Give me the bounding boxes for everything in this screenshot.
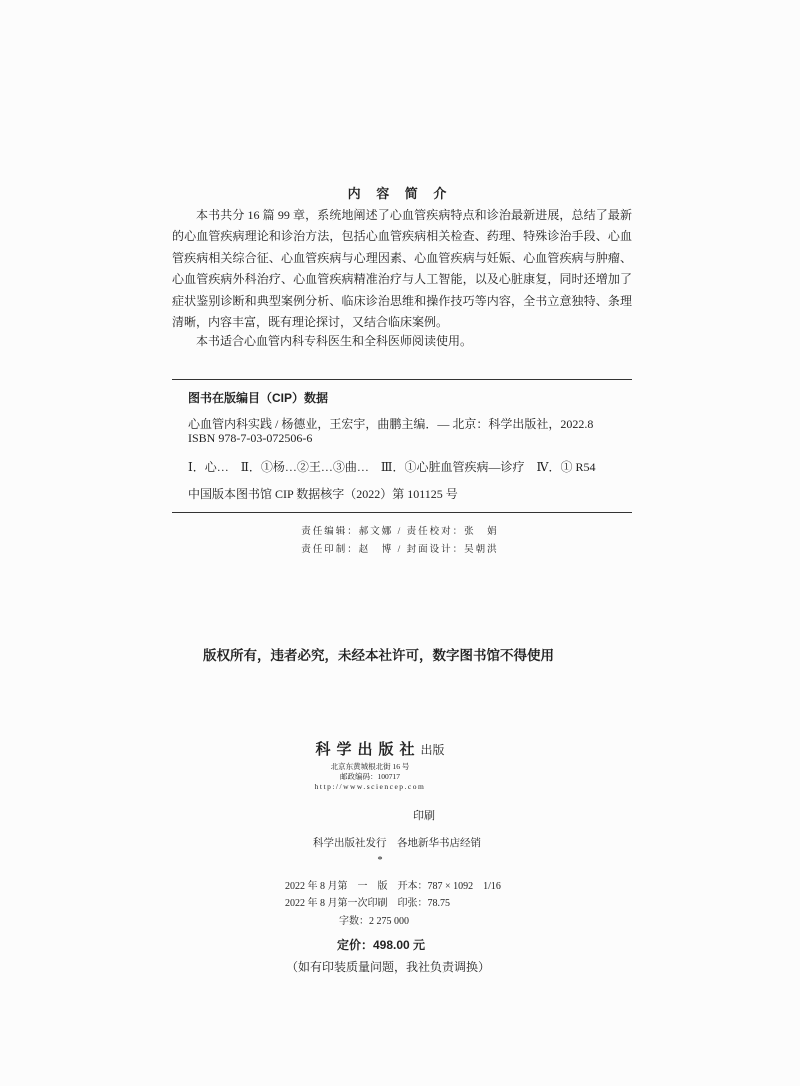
cip-bottom-rule [172, 512, 632, 513]
price: 定价：498.00 元 [336, 938, 426, 952]
publisher-line [280, 738, 480, 759]
publisher-postcode: 邮政编码：100717 [340, 772, 400, 781]
separator: * [377, 855, 383, 866]
distribution: 科学出版社发行 各地新华书店经销 [313, 838, 481, 849]
quality-notice: （如有印装质量问题，我社负责调换） [285, 960, 490, 974]
summary-title: 内 容 简 介 [347, 186, 453, 201]
copyright-notice: 版权所有，违者必究，未经本社许可，数字图书馆不得使用 [203, 648, 554, 663]
impression-info: 2022 年 8 月第一次印刷 印张：78.75 [285, 898, 450, 909]
publisher-url: http://www.sciencep.com [314, 782, 426, 791]
summary-audience-note: 本书适合心血管内科专科医生和全科医师阅读使用。 [196, 334, 473, 349]
printer: 印刷 [413, 810, 435, 822]
cip-number: 中国版本图书馆 CIP 数据核字（2022）第 101125 号 [188, 487, 458, 501]
publisher-suffix: 出版 [420, 743, 445, 757]
summary-body [172, 205, 632, 353]
word-count: 字数：2 275 000 [339, 916, 409, 927]
summary-line: 心血管疾病外科治疗、心血管疾病精准治疗与人工智能，以及心脏康复，同时还增加了 [172, 272, 632, 287]
editors-line-2: 责任印制：赵 博 / 封面设计：吴朝洪 [301, 545, 499, 555]
summary-line: 的心血管疾病理论和诊治方法，包括心血管疾病相关检查、药理、特殊诊治手段、心血 [172, 229, 632, 244]
cip-record: 心血管内科实践 / 杨德业，王宏宇，曲鹏主编．— 北京：科学出版社，2022.8 [188, 417, 594, 431]
isbn: ISBN 978-7-03-072506-6 [188, 431, 313, 445]
summary-line: 管疾病相关综合征、心血管疾病与心理因素、心血管疾病与妊娠、心血管疾病与肿瘤、 [172, 250, 632, 265]
summary-line: 本书共分 16 篇 99 章，系统地阐述了心血管疾病特点和诊治最新进展，总结了最新 [196, 208, 632, 222]
publisher-name: 科学出版社 [315, 742, 421, 758]
summary-line: 症状鉴别诊断和典型案例分析、临床诊治思维和操作技巧等内容，全书立意独特、条理 [172, 293, 632, 308]
publisher-address: 北京东黄城根北街 16 号 [330, 762, 410, 771]
cip-classification: Ⅰ．心… Ⅱ．①杨…②王…③曲… Ⅲ．①心脏血管疾病—诊疗 Ⅳ．① R54 [188, 460, 596, 474]
edition-info: 2022 年 8 月第 一 版 开本：787 × 1092 1/16 [285, 881, 501, 892]
summary-line: 清晰，内容丰富，既有理论探讨，又结合临床案例。 [172, 315, 449, 330]
cip-top-rule [172, 379, 632, 380]
cip-heading: 图书在版编目（CIP）数据 [188, 391, 329, 405]
editors-line-1: 责任编辑：郝文娜 / 责任校对：张 娟 [301, 527, 499, 537]
